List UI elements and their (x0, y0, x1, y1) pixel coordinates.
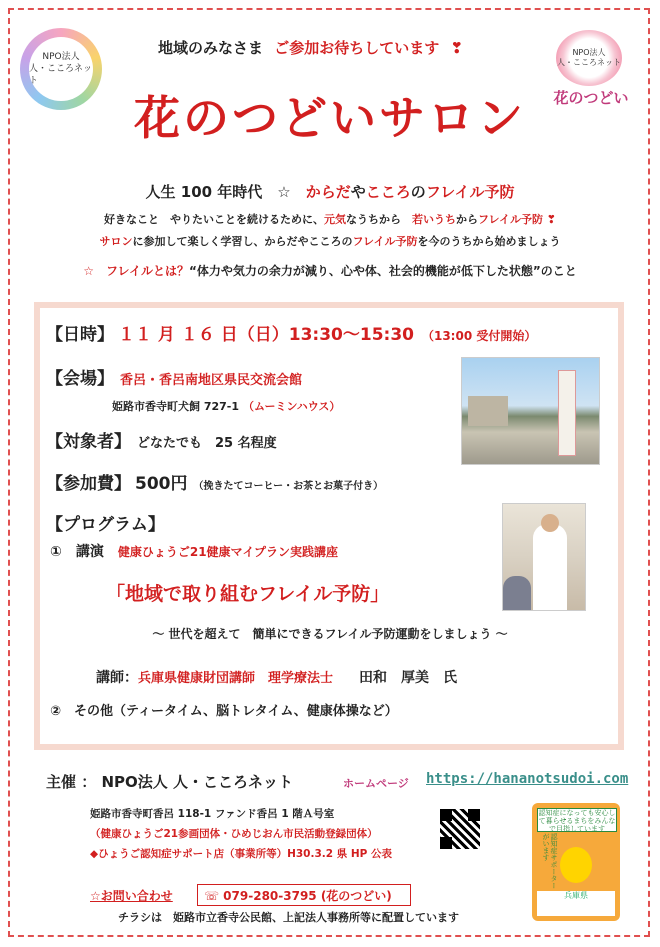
target-row (46, 427, 277, 452)
intro-line-2 (0, 211, 660, 227)
photo-speaker (533, 524, 567, 610)
intro-l2-a: 好きなこと やりたいことを続けるために、 (103, 213, 324, 226)
photo-audience (503, 576, 531, 610)
flyer-note: チラシは 姫路市立香寺公民館、上記法人事務所等に配置しています (118, 911, 459, 924)
homepage-link[interactable]: https://hananotsudoi.com (426, 771, 629, 787)
intro-l2-d: 若いうち (411, 213, 456, 226)
date-value: １１ 月 １６ 日（日）13:30～15:30 (118, 325, 414, 345)
badge-footer: 兵庫県 (537, 891, 615, 916)
invite-mark: ❣ (450, 39, 464, 57)
intro-l4-a: ☆ フレイルとは？ (83, 264, 189, 278)
dementia-supporter-badge (532, 803, 620, 921)
logo-right-line2: 人・こころネット (557, 58, 621, 67)
page-title: 花のつどいサロン (134, 91, 526, 145)
venue-label: 【会場】 (46, 369, 114, 389)
date-label: 【日時】 (46, 325, 114, 345)
invite-b: ご参加お待ちしています (274, 39, 440, 57)
contact-label: ☆お問い合わせ (90, 889, 173, 903)
program-2: ② その他（ティータイム、脳トレタイム、健康体操など） (50, 704, 398, 719)
target-label: 【対象者】 (46, 432, 131, 452)
intro-l3-b: に参加して楽しく学習し、からだやこころの (132, 235, 353, 248)
logo-right-line1: NPO法人 (572, 48, 606, 57)
fee-value: 500円 (135, 474, 188, 494)
bird-mascot-icon (560, 847, 592, 883)
intro-l3-d: を今のうちから始めましょう (417, 235, 561, 248)
photo-house (468, 396, 508, 426)
target-value: どなたでも 25 名程度 (137, 436, 277, 451)
lecturer-name: 田和 厚美 氏 (359, 670, 458, 686)
intro-l3-c: フレイル予防 (352, 235, 418, 248)
member-orgs: （健康ひょうご21参画団体・ひめじおん市民活動登録団体） (90, 828, 378, 840)
intro-l1-b: からだ (305, 183, 351, 201)
intro-l2-b: 元気 (323, 213, 346, 226)
venue-value: 香呂・香呂南地区県民交流会館 (120, 373, 303, 388)
lecturer-row (96, 667, 457, 687)
intro-l1-d: こころ (365, 183, 411, 201)
venue-row (46, 364, 302, 389)
intro-l2-e: から (455, 213, 478, 226)
logo-left-line2: 人・こころネット (29, 64, 93, 86)
invite-a: 地域のみなさま (158, 39, 264, 57)
invite-line (158, 37, 463, 58)
program-1-row (50, 541, 338, 561)
program-1-num: ① 講演 (50, 544, 104, 560)
office-address: 姫路市香寺町香呂 118-1 ファンド香呂 1 階Ａ号室 (90, 808, 335, 820)
logo-left-line1: NPO法人 (42, 52, 80, 62)
support-shop: ◆ひょうご認知症サポート店（事業所等）H30.3.2 県 HP 公表 (90, 848, 393, 860)
date-row (46, 320, 536, 345)
intro-l2-f: フレイル予防 ❣ (477, 213, 557, 226)
program-1-subtitle: ～ 世代を超えて 簡単にできるフレイル予防運動をしましょう ～ (152, 627, 508, 641)
venue-addr-row (112, 398, 340, 414)
lecturer-label: 講師： (96, 670, 138, 686)
flower-logo-right (556, 30, 622, 86)
tel-number[interactable]: ☏ 079-280-3795 (花のつどい) (204, 889, 392, 903)
lecture-photo (502, 503, 586, 611)
badge-side-text: 認知症サポーターがいます (542, 833, 558, 889)
program-1-title: 「地域で取り組むフレイル予防」 (106, 583, 390, 605)
host-label: 主催 ： NPO法人 人・こころネット (46, 773, 293, 791)
intro-line-1 (0, 181, 660, 202)
intro-l1-e: の (410, 183, 426, 201)
intro-line-4 (0, 262, 660, 279)
homepage-label: ホームページ (343, 777, 409, 790)
badge-top-text: 認知症になっても安心して暮らせるまちをみんなで目指しています (538, 809, 616, 833)
intro-line-3 (0, 233, 660, 249)
photo-banner (558, 370, 576, 456)
photo-speaker-head (541, 514, 559, 532)
intro-l1-a: 人生 100 年時代 ☆ (145, 183, 306, 201)
program-label: 【プログラム】 (46, 515, 165, 535)
venue-photo (461, 357, 600, 465)
fee-label: 【参加費】 (46, 474, 131, 494)
qr-code[interactable] (440, 809, 480, 849)
logo-right-caption: 花のつどい (553, 89, 629, 107)
fee-note: （挽きたてコーヒー・お茶とお菓子付き） (193, 481, 384, 492)
program-1-series: 健康ひょうご21健康マイプラン実践講座 (117, 545, 338, 559)
date-note: （13:00 受付開始） (421, 329, 537, 343)
intro-l1-c: や (350, 183, 366, 201)
venue-alias: （ムーミンハウス） (243, 400, 341, 413)
lecturer-org: 兵庫県健康財団講師 理学療法士 (138, 671, 334, 686)
intro-l4-b: “体力や気力の余力が減り、心や体、社会的機能が低下した状態”のこと (188, 264, 577, 278)
intro-l3-a: サロン (99, 235, 133, 248)
intro-l2-c: なうちから (345, 213, 412, 226)
venue-addr: 姫路市香寺町犬飼 727-1 (112, 400, 240, 413)
intro-l1-f: フレイル予防 (425, 183, 515, 201)
fee-row (46, 469, 383, 494)
